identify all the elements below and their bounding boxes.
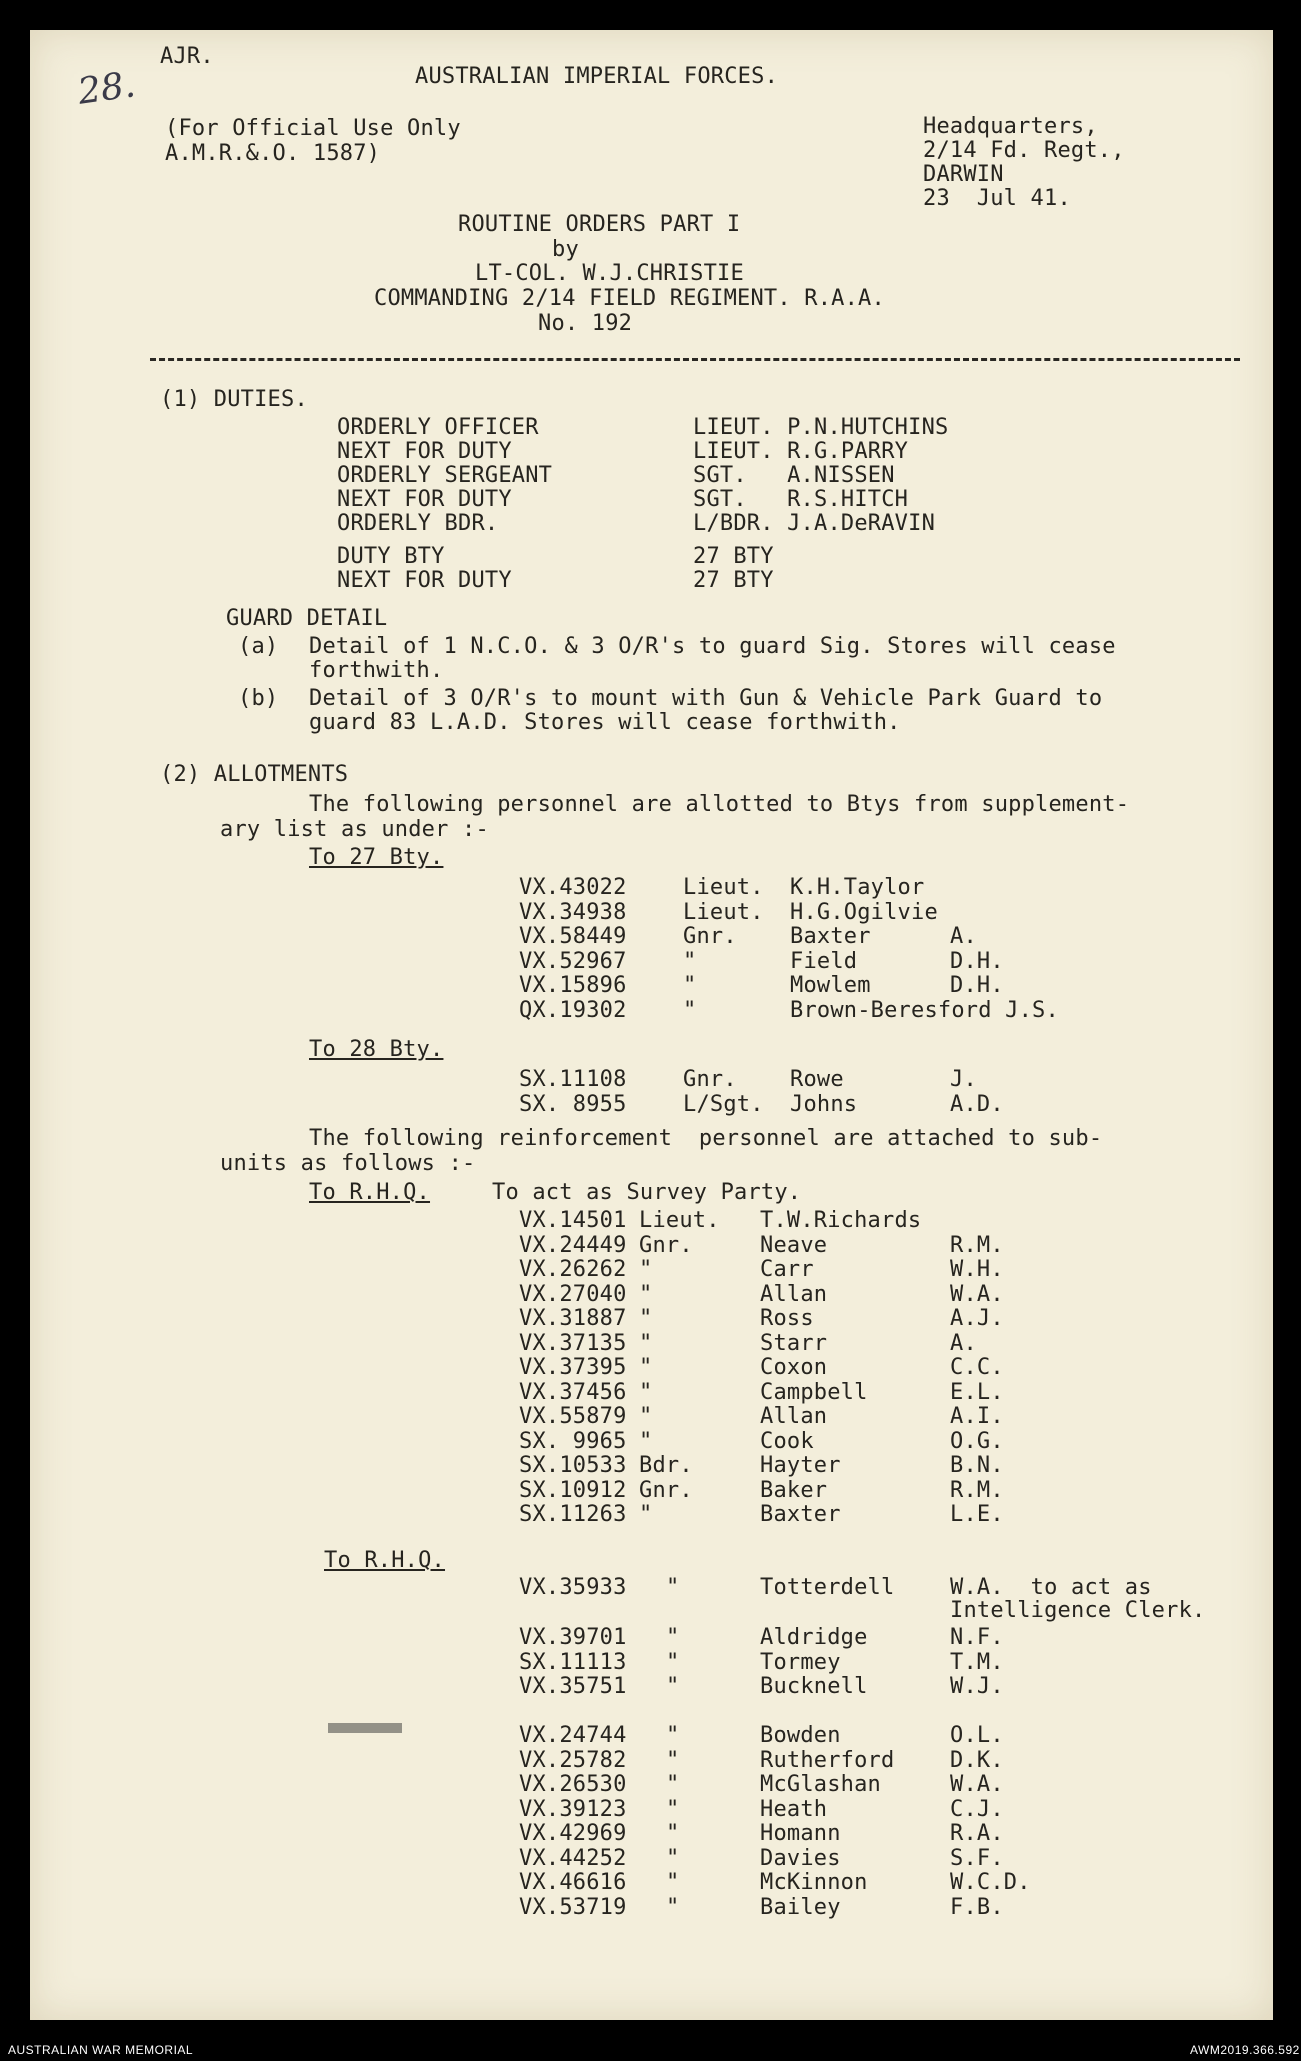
surname: Baxter [790,924,871,949]
service-number: VX.39701 [519,1625,627,1650]
surname: Aldridge [760,1625,868,1650]
divider [150,358,1240,361]
initials: C.C. [950,1355,1004,1380]
service-number: VX.24744 [519,1723,627,1748]
initials: A.I. [950,1404,1004,1429]
surname: Cook [760,1428,814,1454]
to-rhq-2: To R.H.Q. [324,1548,446,1573]
footer-right: AWM2019.366.592 [1190,2043,1300,2057]
initials: W.H. [950,1257,1004,1282]
service-number: VX.39123 [519,1796,627,1822]
to-28-bty: To 28 Bty. [309,1037,444,1062]
rank: Gnr. [683,924,737,949]
reinf-line-1: The following reinforcement personnel are attached to sub- [309,1126,1103,1151]
rank: " [639,1428,653,1454]
rank: " [639,1379,653,1405]
guard-a-line-1: Detail of 1 N.C.O. & 3 O/R's to guard Sig. Stores will cease [309,634,1116,659]
heading-line-4: COMMANDING 2/14 FIELD REGIMENT. R.A.A. [374,286,885,311]
hq-line-1: Headquarters, [923,114,1098,139]
guard-a-line-2: forthwith. [309,658,444,683]
rank: " [683,973,697,998]
rank: Gnr. [639,1477,693,1503]
duty-assignee: L/BDR. J.A.DeRAVIN [693,511,936,536]
document-title: AUSTRALIAN IMPERIAL FORCES. [415,64,779,89]
initials: B.N. [950,1453,1004,1478]
surname: K.H.Taylor [790,875,925,900]
rank: " [639,1502,653,1527]
duty-assignee: 27 BTY [693,544,774,569]
surname: Homann [760,1821,841,1846]
initials: O.L. [950,1723,1004,1748]
service-number: VX.37395 [519,1355,627,1380]
surname: Bucknell [760,1674,868,1699]
guard-a-label: (a) [238,634,279,659]
initials: Intelligence Clerk. [950,1598,1206,1623]
service-number: VX.34938 [519,899,627,925]
official-use-line-1: (For Official Use Only [165,116,461,141]
initials: T.M. [950,1650,1004,1675]
allotments-intro-1: The following personnel are allotted to Btys from supplement- [309,792,1130,817]
initials: W.J. [950,1674,1004,1699]
service-number: VX.37135 [519,1330,627,1356]
rank: " [639,1306,653,1331]
service-number: SX. 9965 [519,1428,627,1454]
surname: Field [790,948,858,974]
service-number: VX.37456 [519,1379,627,1405]
service-number: SX. 8955 [519,1091,627,1117]
service-number: VX.52967 [519,948,627,974]
rank: Lieut. [683,899,764,925]
service-number: VX.15896 [519,973,627,998]
duties-title: (1) DUTIES. [160,387,308,412]
surname: Baker [760,1477,828,1503]
rank: Bdr. [639,1453,693,1478]
duty-assignee: SGT. A.NISSEN [693,463,895,488]
surname: Coxon [760,1355,828,1380]
official-use-line-2: A.M.R.&.O. 1587) [165,141,381,166]
service-number: VX.46616 [519,1870,627,1895]
initials: R.M. [950,1477,1004,1503]
hq-line-3: DARWIN [923,162,1004,187]
to-27-bty: To 27 Bty. [309,845,444,870]
surname: H.G.Ogilvie [790,899,938,925]
rank: " [666,1625,680,1650]
service-number: VX.44252 [519,1845,627,1871]
guard-b-line-2: guard 83 L.A.D. Stores will cease forthwith. [309,710,901,735]
service-number: VX.43022 [519,875,627,900]
surname: McGlashan [760,1772,882,1797]
duty-role: ORDERLY SERGEANT [337,463,553,488]
rank: Lieut. [639,1208,720,1233]
guard-b-label: (b) [238,686,279,711]
reinf-line-2: units as follows :- [220,1151,476,1176]
initials: S.F. [950,1845,1004,1871]
service-number: VX.58449 [519,924,627,949]
service-number: SX.11263 [519,1502,627,1527]
surname: Baxter [760,1502,841,1527]
service-number: SX.11108 [519,1067,627,1092]
surname: Tormey [760,1650,841,1675]
initials: N.F. [950,1625,1004,1650]
allotments-title: (2) ALLOTMENTS [160,762,349,787]
duty-role: ORDERLY BDR. [337,511,499,536]
service-number: VX.14501 [519,1208,627,1233]
service-number: VX.25782 [519,1747,627,1773]
service-number: SX.11113 [519,1650,627,1675]
rank: " [683,948,697,974]
service-number: VX.35933 [519,1575,627,1600]
rank: " [639,1404,653,1429]
service-number: VX.53719 [519,1894,627,1920]
rank: " [666,1845,680,1871]
surname: Campbell [760,1379,868,1405]
initials: W.A. [950,1281,1004,1307]
initials: A.J. [950,1306,1004,1331]
guard-b-line-1: Detail of 3 O/R's to mount with Gun & Vehicle Park Guard to [309,686,1103,711]
surname: Brown-Beresford J.S. [790,997,1059,1023]
rank: " [666,1575,680,1600]
surname: T.W.Richards [760,1208,922,1233]
service-number: VX.31887 [519,1306,627,1331]
allotments-intro-2: ary list as under :- [220,817,489,842]
rank: " [666,1796,680,1822]
initials: D.K. [950,1747,1004,1773]
service-number: VX.24449 [519,1232,627,1258]
footer-left: AUSTRALIAN WAR MEMORIAL [8,2043,194,2057]
rank: " [639,1330,653,1356]
heading-line-3: LT-COL. W.J.CHRISTIE [475,261,744,286]
handwritten-number: 28. [75,64,138,113]
hq-line-4: 23 Jul 41. [923,186,1071,211]
rank: " [666,1650,680,1675]
to-rhq: To R.H.Q. [309,1180,431,1205]
surname: Carr [760,1257,814,1282]
guard-title: GUARD DETAIL [226,606,388,631]
surname: Bailey [760,1894,841,1920]
service-number: SX.10912 [519,1477,627,1503]
service-number: VX.42969 [519,1821,627,1846]
surname: Ross [760,1306,814,1331]
surname: Rutherford [760,1747,895,1773]
surname: Totterdell [760,1575,895,1600]
rank: " [683,997,697,1023]
rank: " [666,1723,680,1748]
surname: Allan [760,1404,828,1429]
rank: " [639,1281,653,1307]
service-number: VX.26262 [519,1257,627,1282]
rank: Gnr. [683,1067,737,1092]
rank: Lieut. [683,875,764,900]
heading-line-5: No. 192 [538,311,633,336]
surname: Starr [760,1330,828,1356]
surname: Bowden [760,1723,841,1748]
surname: Neave [760,1232,828,1258]
service-number: VX.35751 [519,1674,627,1699]
duty-role: NEXT FOR DUTY [337,487,512,512]
service-number: SX.10533 [519,1453,627,1478]
initials: W.A. [950,1772,1004,1797]
surname: Mowlem [790,973,871,998]
surname: Rowe [790,1067,844,1092]
heading-line-2: by [552,237,579,262]
heading-line-1: ROUTINE ORDERS PART I [458,212,741,237]
rank: " [666,1772,680,1797]
surname: Johns [790,1091,858,1117]
rank: Gnr. [639,1232,693,1258]
initials: C.J. [950,1796,1004,1822]
initials: A.D. [950,1091,1004,1117]
initials: F.B. [950,1894,1004,1920]
initials: J. [950,1067,977,1092]
hq-line-2: 2/14 Fd. Regt., [923,138,1125,163]
duty-assignee: LIEUT. R.G.PARRY [693,439,909,464]
rank: " [639,1355,653,1380]
surname: Heath [760,1796,828,1822]
duty-assignee: SGT. R.S.HITCH [693,487,909,512]
initials: A. [950,924,977,949]
initials: R.M. [950,1232,1004,1258]
initials: D.H. [950,948,1004,974]
survey-party-note: To act as Survey Party. [492,1180,802,1205]
rank: " [666,1747,680,1773]
duty-assignee: LIEUT. P.N.HUTCHINS [693,415,949,440]
initials: A. [950,1330,977,1356]
rank: " [666,1821,680,1846]
initials: R.A. [950,1821,1004,1846]
duty-assignee: 27 BTY [693,568,774,593]
rank: " [639,1257,653,1282]
service-number: VX.55879 [519,1404,627,1429]
initials: W.A. to act as [950,1575,1152,1600]
service-number: VX.26530 [519,1772,627,1797]
surname: Davies [760,1845,841,1871]
obscured-label-mark [328,1723,402,1733]
corner-ref: AJR. [160,44,214,69]
initials: D.H. [950,973,1004,998]
surname: McKinnon [760,1870,868,1895]
rank: L/Sgt. [683,1091,764,1117]
duty-role: NEXT FOR DUTY [337,439,512,464]
service-number: QX.19302 [519,997,627,1023]
service-number: VX.27040 [519,1281,627,1307]
duty-role: DUTY BTY [337,544,445,569]
initials: O.G. [950,1428,1004,1454]
rank: " [666,1674,680,1699]
initials: W.C.D. [950,1870,1031,1895]
surname: Hayter [760,1453,841,1478]
initials: L.E. [950,1502,1004,1527]
rank: " [666,1894,680,1920]
rank: " [666,1870,680,1895]
duty-role: NEXT FOR DUTY [337,568,512,593]
document-page [30,30,1273,2020]
duty-role: ORDERLY OFFICER [337,415,539,440]
initials: E.L. [950,1379,1004,1405]
surname: Allan [760,1281,828,1307]
